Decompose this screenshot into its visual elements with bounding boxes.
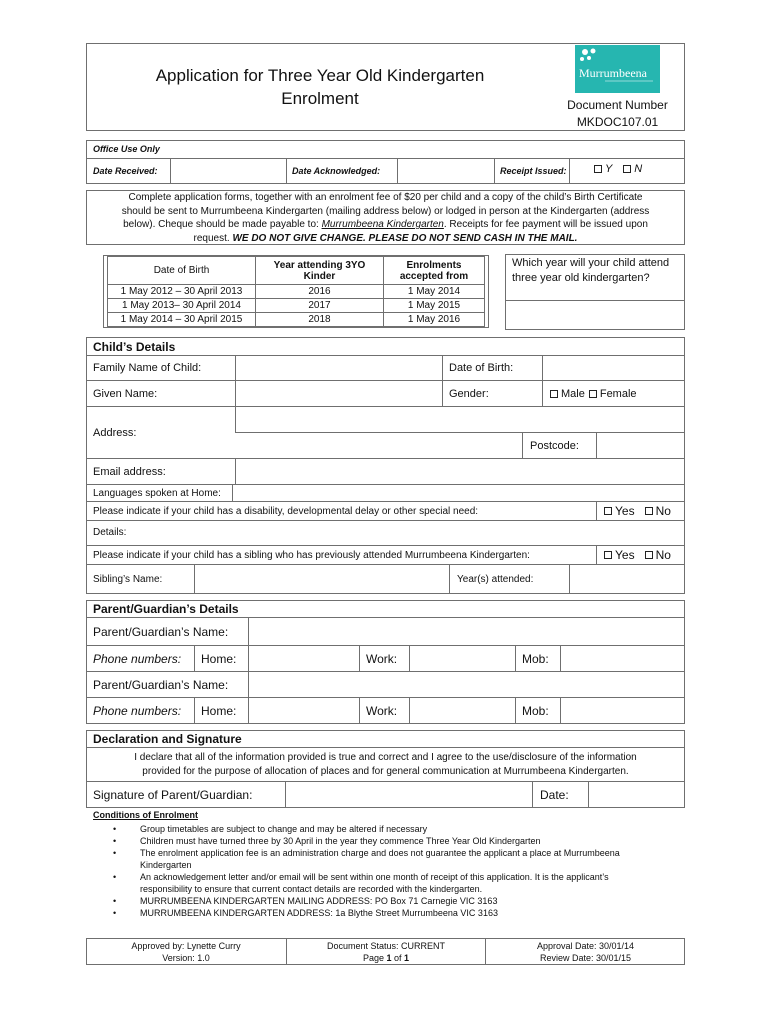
receipt-no-label: N (634, 163, 643, 175)
parent-2-mob-field[interactable] (561, 698, 684, 723)
document-number-value: MKDOC107.01 (576, 115, 659, 129)
condition-item: • The enrolment application fee is an administration charge and does not guarantee the applicant a place at Murrumbeena (113, 848, 620, 858)
email-field[interactable] (236, 459, 684, 483)
year-table (107, 256, 485, 327)
approved-by: Approved by: Lynette Curry (131, 941, 241, 951)
office-use-title: Office Use Only (93, 144, 160, 154)
signature-field[interactable] (286, 782, 531, 807)
parent-2-name-field[interactable] (249, 672, 684, 696)
footer-approved (86, 940, 286, 964)
conditions-title: Conditions of Enrolment (93, 810, 198, 820)
parent-1-home-field[interactable] (249, 646, 358, 670)
signature-date-label: Date: (540, 788, 569, 802)
years-attended-label: Year(s) attended: (457, 574, 534, 585)
year-table-cell: 1 May 2016 (384, 313, 485, 327)
dob-field[interactable] (543, 357, 684, 379)
conditions-list (113, 823, 673, 919)
declaration-text (88, 751, 683, 779)
document-number-label: Document Number (567, 98, 668, 112)
payee-name: Murrumbeena Kindergarten (321, 219, 444, 230)
year-table-cell: 2017 (256, 299, 384, 313)
disability-no-label: No (655, 504, 671, 518)
no-cash-warning: WE DO NOT GIVE CHANGE. PLEASE DO NOT SEND CASH IN THE MAIL. (232, 232, 578, 244)
year-table-cell: 2016 (256, 285, 384, 299)
family-name-label: Family Name of Child: (93, 362, 202, 374)
condition-item-cont: Kindergarten (140, 860, 192, 870)
review-date: Review Date: 30/01/15 (539, 953, 632, 963)
title-line-2: Enrolment (281, 89, 359, 108)
parent-2-work-field[interactable] (410, 698, 514, 723)
given-name-field[interactable] (236, 382, 441, 405)
year-answer-field[interactable] (506, 301, 684, 329)
disability-yes-checkbox[interactable] (604, 507, 612, 515)
gender-male-checkbox[interactable] (550, 390, 558, 398)
parent-1-name-label: Parent/Guardian’s Name: (93, 624, 229, 639)
year-table-cell: 1 May 2012 – 30 April 2013 (108, 285, 256, 299)
parent-2-home-field[interactable] (249, 698, 358, 723)
declaration-line-2: provided for the purpose of allocation of places and for general communication at Murrumbeena Kindergarten. (142, 766, 629, 777)
family-name-field[interactable] (236, 357, 441, 379)
details-label: Details: (93, 527, 127, 538)
approval-date: Approval Date: 30/01/14 (536, 941, 635, 951)
year-table-cell: 2018 (256, 313, 384, 327)
title-line-1: Application for Three Year Old Kindergarten (155, 66, 485, 85)
address-label: Address: (93, 427, 137, 439)
given-name-label: Given Name: (93, 387, 158, 400)
disability-yes-label: Yes (615, 504, 635, 518)
parent-1-work-label: Work: (366, 651, 398, 666)
page-number: Page 1 of 1 (362, 953, 410, 963)
gender-label: Gender: (449, 387, 489, 400)
postcode-label: Postcode: (530, 439, 579, 452)
condition-item: • MURRUMBEENA KINDERGARTEN ADDRESS: 1a Blythe Street Murrumbeena VIC 3163 (113, 908, 498, 918)
year-table-header-accepted: Enrolments accepted from (384, 257, 485, 285)
sibling-no-checkbox[interactable] (645, 551, 653, 559)
condition-item: • MURRUMBEENA KINDERGARTEN MAILING ADDRESS: PO Box 71 Carnegie VIC 3163 (113, 896, 498, 906)
signature-label: Signature of Parent/Guardian: (93, 788, 253, 802)
sibling-name-field[interactable] (195, 565, 448, 593)
parent-2-work-label: Work: (366, 703, 398, 718)
languages-field[interactable] (233, 485, 684, 500)
year-table-header-year: Year attending 3YO Kinder (256, 257, 384, 285)
parent-1-name-field[interactable] (249, 618, 684, 644)
email-label: Email address: (93, 465, 166, 478)
parent-1-work-field[interactable] (410, 646, 514, 670)
receipt-yes-checkbox[interactable] (594, 165, 602, 173)
sibling-options (600, 546, 671, 564)
intro-line-2: should be sent to Murrumbeena Kindergarten (mailing address below) or lodged in person at the Kindergarten (address (121, 205, 650, 217)
languages-label: Languages spoken at Home: (93, 487, 221, 499)
receipt-issued-label: Receipt Issued: (500, 166, 567, 176)
disability-no-checkbox[interactable] (645, 507, 653, 515)
receipt-no-checkbox[interactable] (623, 165, 631, 173)
year-table-cell: 1 May 2014 (384, 285, 485, 299)
gender-options (546, 381, 637, 406)
intro-text (88, 191, 683, 245)
parent-2-mob-label: Mob: (522, 703, 549, 718)
logo-text: Murrumbeena (579, 66, 647, 80)
document-number (555, 97, 680, 131)
intro-line-3b: . Receipts for fee payment will be issued upon (443, 219, 648, 230)
condition-item: • Children must have turned three by 30 April in the year they commence Three Year Old Kindergarten (113, 836, 541, 846)
gender-female-checkbox[interactable] (589, 390, 597, 398)
year-table-cell: 1 May 2014 – 30 April 2015 (108, 313, 256, 327)
kindergarten-logo (575, 45, 660, 93)
declaration-line-1: I declare that all of the information provided is true and correct and I agree to the use/disclosure of the information (134, 752, 637, 763)
sibling-no-label: No (655, 548, 671, 562)
parent-1-phone-label: Phone numbers: (93, 651, 182, 666)
sibling-yes-label: Yes (615, 548, 635, 562)
declaration-title: Declaration and Signature (93, 732, 242, 746)
date-acknowledged-label: Date Acknowledged: (292, 166, 381, 176)
intro-line-4a: request. (193, 232, 233, 244)
parent-2-home-label: Home: (201, 703, 237, 718)
address-field[interactable] (236, 407, 684, 432)
sibling-name-label: Sibling’s Name: (93, 574, 163, 585)
date-received-label: Date Received: (93, 166, 158, 176)
receipt-issued-options (590, 163, 642, 175)
document-status: Document Status: CURRENT (326, 941, 446, 951)
footer-status (287, 940, 485, 964)
parent-2-name-label: Parent/Guardian’s Name: (93, 677, 229, 692)
date-received-field[interactable] (171, 159, 285, 183)
version: Version: 1.0 (162, 953, 210, 963)
parent-1-mob-label: Mob: (522, 651, 549, 666)
dob-label: Date of Birth: (449, 362, 514, 374)
disability-question: Please indicate if your child has a disability, developmental delay or other special need: (93, 505, 479, 517)
condition-item-cont: responsibility to ensure that current contact details are recorded with the kindergarten. (140, 884, 483, 894)
sibling-yes-checkbox[interactable] (604, 551, 612, 559)
address-line-2-field[interactable] (236, 433, 521, 457)
disability-options (600, 502, 671, 520)
intro-line-3 (88, 218, 683, 232)
sibling-question: Please indicate if your child has a sibling who has previously attended Murrumbeena Kindergarten: (93, 549, 530, 561)
postcode-field[interactable] (597, 433, 684, 457)
parent-1-mob-field[interactable] (561, 646, 684, 670)
intro-line-4 (88, 232, 683, 246)
condition-item: • An acknowledgement letter and/or email will be sent within one month of receipt of this application. It is the applicant’s (113, 872, 609, 882)
gender-male-label: Male (561, 387, 585, 400)
year-table-cell: 1 May 2015 (384, 299, 485, 313)
condition-item: • Group timetables are subject to change and may be altered if necessary (113, 824, 428, 834)
signature-date-field[interactable] (589, 782, 684, 807)
parent-1-home-label: Home: (201, 651, 237, 666)
gender-female-label: Female (599, 387, 637, 400)
year-question-text: Which year will your child attend three year old kindergarten? (512, 257, 670, 284)
year-table-cell: 1 May 2013– 30 April 2014 (108, 299, 256, 313)
years-attended-field[interactable] (570, 565, 684, 593)
intro-line-3a: below). Cheque should be made payable to: (123, 219, 322, 230)
year-table-header-dob: Date of Birth (108, 257, 256, 285)
date-acknowledged-field[interactable] (398, 159, 493, 183)
receipt-yes-label: Y (605, 163, 613, 175)
details-field[interactable] (140, 521, 684, 545)
footer-dates (486, 940, 685, 964)
page-title (100, 64, 540, 110)
parent-details-title: Parent/Guardian’s Details (93, 602, 239, 616)
child-details-title: Child’s Details (93, 340, 176, 354)
intro-line-1: Complete application forms, together with an enrolment fee of $20 per child and a copy of the child’s Birth Certificate (128, 192, 643, 203)
parent-2-phone-label: Phone numbers: (93, 703, 182, 718)
